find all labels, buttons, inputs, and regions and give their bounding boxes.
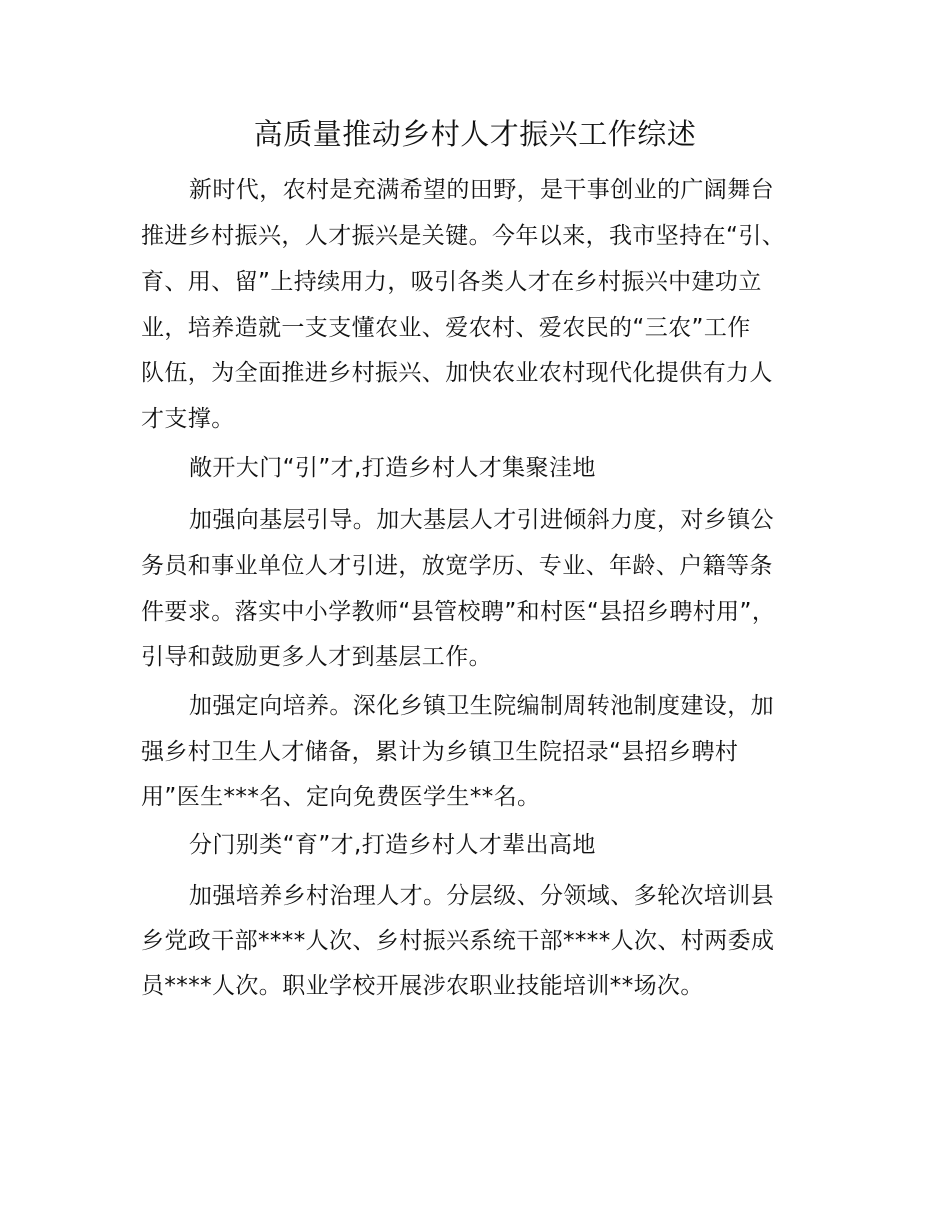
document-title: 高质量推动乡村人才振兴工作综述 <box>253 117 697 151</box>
paragraph-line: 引导和鼓励更多人才到基层工作。 <box>141 644 492 670</box>
paragraph-line: 加强定向培养。深化乡镇卫生院编制周转池制度建设，加 <box>189 693 774 719</box>
paragraph-line: 务员和事业单位人才引进，放宽学历、专业、年龄、户籍等条 <box>141 553 773 579</box>
paragraph-line: 业，培养造就一支支懂农业、爱农村、爱农民的“三农”工作 <box>141 315 751 341</box>
paragraph-line: 件要求。落实中小学教师“县管校聘”和村医“县招乡聘村用”， <box>141 599 776 625</box>
paragraph-line: 新时代，农村是充满希望的田野，是干事创业的广阔舞台 <box>189 177 774 203</box>
paragraph-line: 员****人次。职业学校开展涉农职业技能培训**场次。 <box>141 973 704 999</box>
paragraph-line: 才支撑。 <box>141 406 235 432</box>
paragraph-line: 强乡村卫生人才储备，累计为乡镇卫生院招录“县招乡聘村 <box>141 739 739 765</box>
paragraph-line: 加强培养乡村治理人才。分层级、分领域、多轮次培训县 <box>189 883 774 909</box>
section-heading: 敞开大门“引”才,打造乡村人才集聚洼地 <box>189 455 596 481</box>
paragraph-line: 用”医生***名、定向免费医学生**名。 <box>141 784 541 810</box>
section-heading: 分门别类“育”才,打造乡村人才辈出高地 <box>189 832 596 858</box>
paragraph-line: 推进乡村振兴，人才振兴是关键。今年以来，我市坚持在“引、 <box>141 223 786 249</box>
paragraph-line: 加强向基层引导。加大基层人才引进倾斜力度，对乡镇公 <box>189 507 774 533</box>
paragraph-line: 队伍，为全面推进乡村振兴、加快农业农村现代化提供有力人 <box>141 360 773 386</box>
paragraph-line: 乡党政干部****人次、乡村振兴系统干部****人次、村两委成 <box>141 928 775 954</box>
paragraph-line: 育、用、留”上持续用力，吸引各类人才在乡村振兴中建功立 <box>141 269 762 295</box>
